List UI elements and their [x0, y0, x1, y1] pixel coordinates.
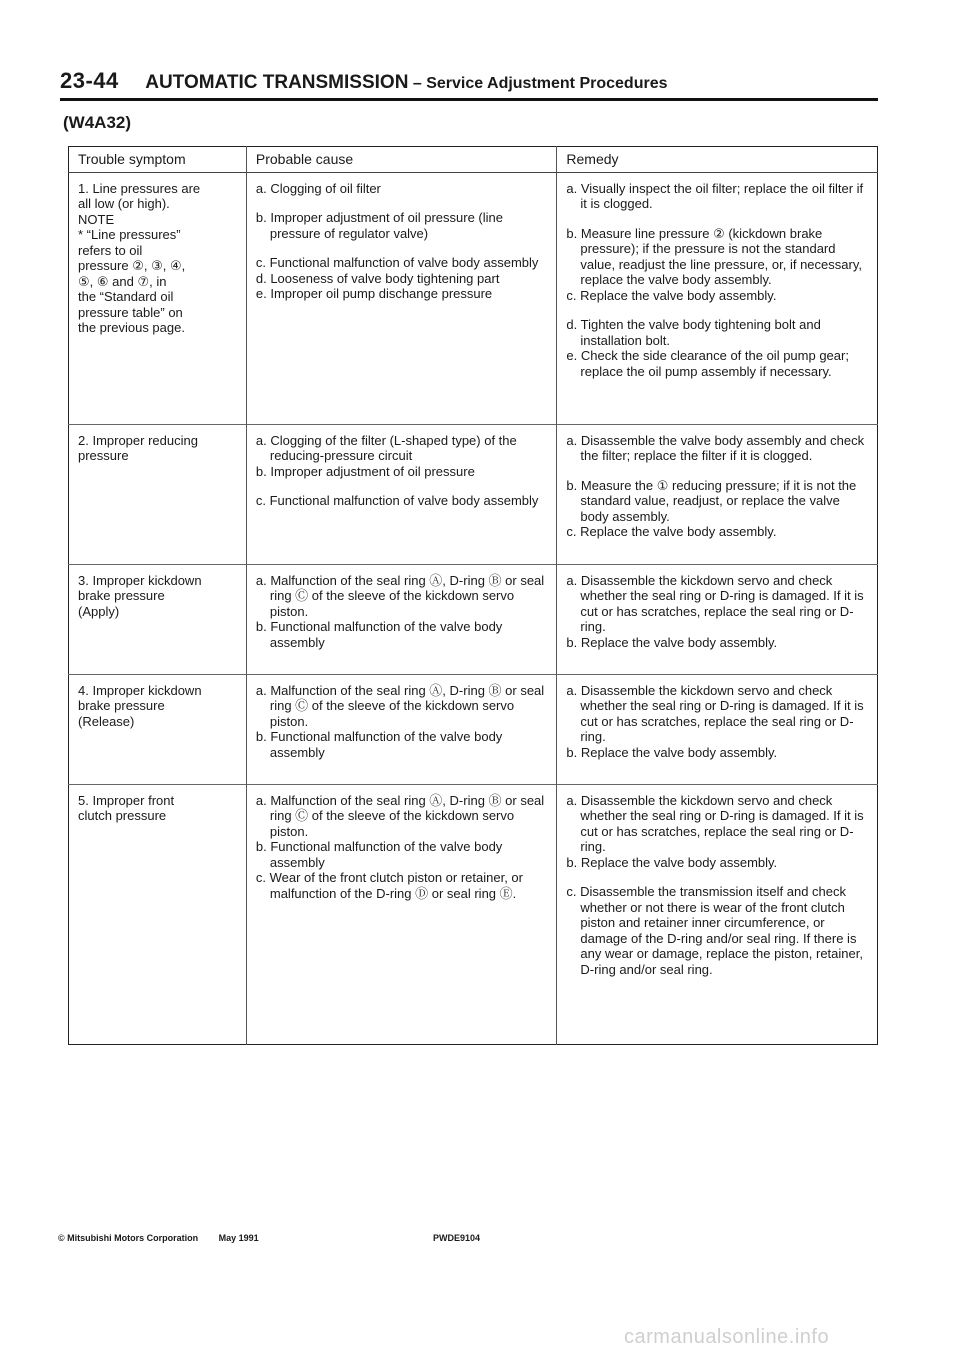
symptom-cell	[69, 674, 247, 784]
cause-item: b. Improper adjustment of oil pressure (line pressure of regulator valve)	[255, 210, 503, 241]
remedy-cell	[557, 172, 878, 424]
page-header	[60, 68, 878, 94]
symptom-text: 2. Improper reducing pressure	[78, 432, 198, 463]
cause-item: a. Clogging of the filter (L-shaped type) of the reducing-pressure circuit	[255, 432, 517, 463]
symptom-cell	[69, 424, 247, 564]
cause-cell	[246, 424, 557, 564]
cause-item: b. Functional malfunction of the valve body assembly	[255, 729, 503, 760]
troubleshooting-table	[68, 146, 878, 1045]
remedy-item: c. Disassemble the transmission itself and check whether or not there is wear of the front clutch piston and retainer inner circumference, or damage of the D-ring and/or seal ring. If there is any wear or damage, replace the piston, retainer, D-ring and/or seal ring.	[566, 884, 863, 977]
column-header-remedy: Remedy	[557, 147, 878, 173]
table-row	[69, 424, 878, 564]
symptom-cell	[69, 784, 247, 1044]
watermark: carmanualsonline.info	[624, 1326, 830, 1348]
cause-item: a. Malfunction of the seal ring Ⓐ, D-ring Ⓑ or seal ring Ⓒ of the sleeve of the kickdown servo piston.	[255, 792, 545, 839]
column-header-cause: Probable cause	[246, 147, 557, 173]
symptom-text: 3. Improper kickdown brake pressure (Apply)	[78, 572, 202, 619]
cause-cell	[246, 564, 557, 674]
publication-date: May 1991	[218, 1233, 259, 1243]
cause-item: c. Functional malfunction of valve body assembly	[255, 493, 539, 508]
remedy-item: a. Visually inspect the oil filter; replace the oil filter if it is clogged.	[566, 180, 864, 211]
remedy-item: a. Disassemble the kickdown servo and check whether the seal ring or D-ring is damaged. If it is cut or has scratches, replace the seal ring or D-ring.	[566, 682, 864, 744]
remedy-item: c. Replace the valve body assembly.	[566, 524, 777, 539]
remedy-item: d. Tighten the valve body tightening bolt and installation bolt.	[566, 317, 821, 348]
table-row	[69, 784, 878, 1044]
cause-item: c. Functional malfunction of valve body assembly	[255, 255, 539, 270]
page-footer	[58, 1233, 481, 1243]
remedy-item: a. Disassemble the kickdown servo and check whether the seal ring or D-ring is damaged. If it is cut or has scratches, replace the seal ring or D-ring.	[566, 572, 864, 634]
remedy-item: a. Disassemble the kickdown servo and check whether the seal ring or D-ring is damaged. If it is cut or has scratches, replace the seal ring or D-ring.	[566, 792, 864, 854]
table-header-row	[69, 147, 878, 173]
remedy-cell	[557, 784, 878, 1044]
remedy-item: b. Replace the valve body assembly.	[566, 634, 778, 650]
cause-cell	[246, 784, 557, 1044]
page-number: 23-44	[60, 68, 119, 93]
table-row	[69, 172, 878, 424]
remedy-cell	[557, 564, 878, 674]
symptom-text: 1. Line pressures are all low (or high). NOTE * “Line pressures” refers to oil pressure ②, ③, ④, ⑤, ⑥ and ⑦, in the “Standard oil pressure table” on the previous page.	[78, 180, 201, 335]
symptom-text: 5. Improper front clutch pressure	[78, 792, 175, 823]
section-title: AUTOMATIC TRANSMISSION	[145, 72, 409, 93]
header-rule	[60, 98, 878, 101]
remedy-item: b. Measure the ① reducing pressure; if it is not the standard value, readjust, or replace the valve body assembly.	[566, 477, 857, 524]
cause-item: a. Malfunction of the seal ring Ⓐ, D-ring Ⓑ or seal ring Ⓒ of the sleeve of the kickdown servo piston.	[255, 682, 545, 729]
cause-item: a. Malfunction of the seal ring Ⓐ, D-ring Ⓑ or seal ring Ⓒ of the sleeve of the kickdown servo piston.	[255, 572, 545, 619]
remedy-item: a. Disassemble the valve body assembly and check the filter; replace the filter if it is clogged.	[566, 432, 865, 463]
cause-cell	[246, 172, 557, 424]
cause-item: b. Functional malfunction of the valve body assembly	[255, 839, 503, 870]
remedy-item: b. Replace the valve body assembly.	[566, 854, 778, 870]
table-row	[69, 674, 878, 784]
remedy-item: b. Measure line pressure ② (kickdown brake pressure); if the pressure is not the standard value, readjust the line pressure, or, if necessary, replace the valve body assembly.	[566, 225, 862, 287]
remedy-cell	[557, 424, 878, 564]
model-code: (W4A32)	[63, 113, 132, 132]
cause-item: b. Improper adjustment of oil pressure	[255, 463, 475, 479]
remedy-item: b. Replace the valve body assembly.	[566, 744, 778, 760]
cause-item: b. Functional malfunction of the valve body assembly	[255, 619, 503, 650]
table-row	[69, 564, 878, 674]
symptom-cell	[69, 564, 247, 674]
cause-item: c. Wear of the front clutch piston or retainer, or malfunction of the D-ring Ⓓ or seal ring Ⓔ.	[255, 870, 523, 901]
document-code: PWDE9104	[433, 1233, 481, 1243]
remedy-cell	[557, 674, 878, 784]
remedy-item: e. Check the side clearance of the oil pump gear; replace the oil pump assembly if necessary.	[566, 348, 849, 379]
cause-cell	[246, 674, 557, 784]
column-header-symptom: Trouble symptom	[69, 147, 247, 173]
cause-item: d. Looseness of valve body tightening part	[255, 270, 500, 286]
copyright-text: © Mitsubishi Motors Corporation	[58, 1233, 199, 1243]
cause-item: a. Clogging of oil filter	[255, 180, 381, 196]
cause-item: e. Improper oil pump dischange pressure	[255, 286, 493, 301]
remedy-item: c. Replace the valve body assembly.	[566, 287, 777, 303]
section-subtitle: – Service Adjustment Procedures	[412, 75, 668, 92]
symptom-cell	[69, 172, 247, 424]
symptom-text: 4. Improper kickdown brake pressure (Release)	[78, 682, 202, 729]
